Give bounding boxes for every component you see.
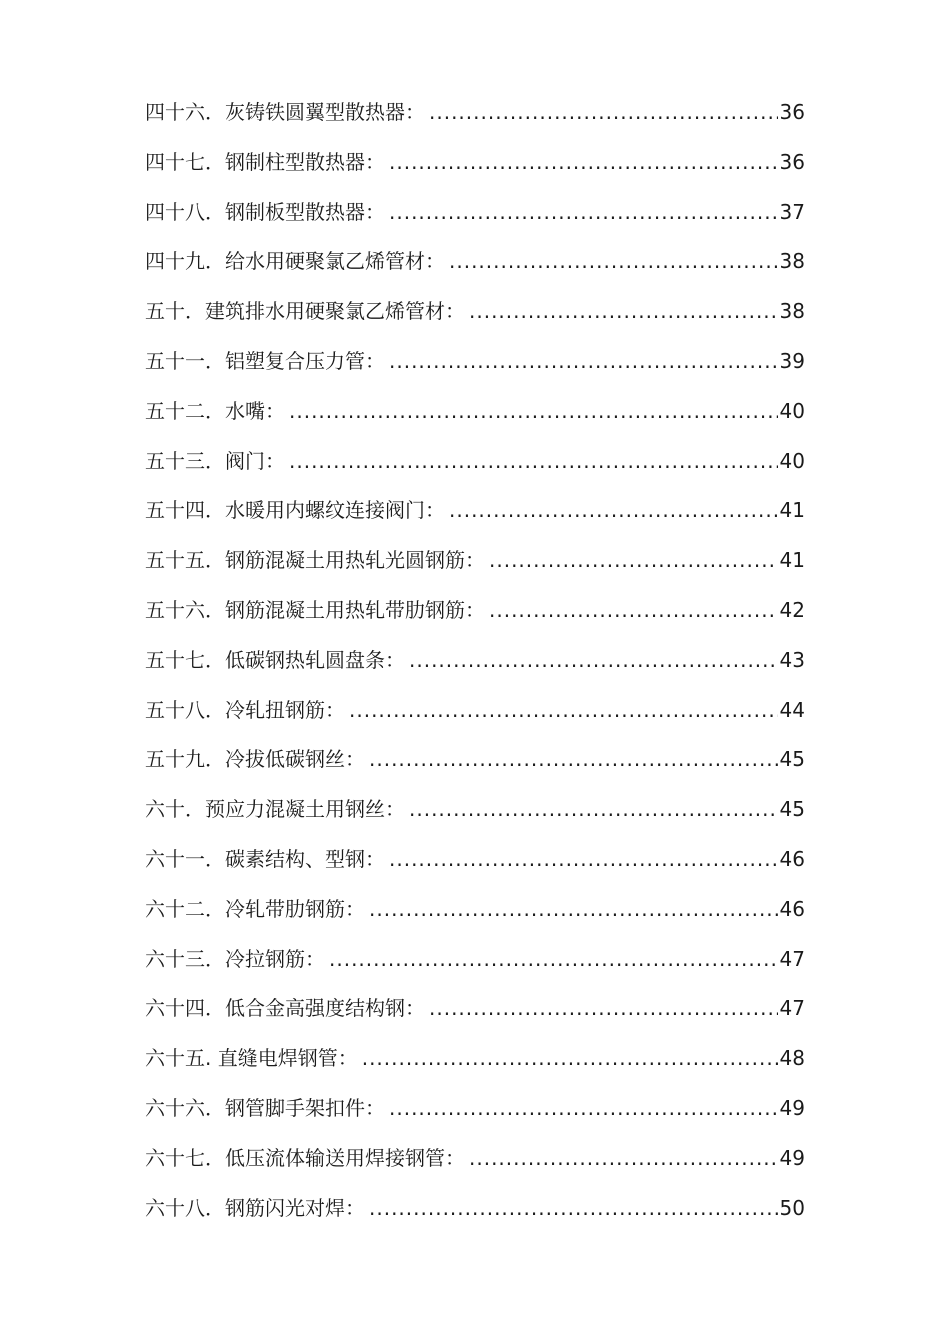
toc-page-number: 49: [779, 1095, 805, 1120]
toc-entry-label: 五十四．水暖用内螺纹连接阀门：: [145, 498, 445, 523]
toc-entry[interactable]: [145, 138, 805, 188]
toc-page-number: 36: [779, 149, 805, 174]
toc-entry-label: 四十九．给水用硬聚氯乙烯管材：: [145, 249, 445, 274]
toc-dot-leader: [469, 1134, 778, 1184]
toc-page-number: 37: [779, 199, 805, 224]
toc-entry-label: 五十六．钢筋混凝土用热轧带肋钢筋：: [145, 597, 485, 622]
toc-page-number: 38: [779, 299, 805, 324]
toc-entry-label: 六十八．钢筋闪光对焊：: [145, 1195, 365, 1220]
toc-entry[interactable]: [145, 586, 805, 636]
toc-dot-leader: [429, 984, 778, 1034]
toc-page-number: 42: [779, 597, 805, 622]
toc-entry[interactable]: [145, 387, 805, 437]
toc-entry-label: 四十七．钢制柱型散热器：: [145, 149, 385, 174]
toc-dot-leader: [389, 337, 778, 387]
toc-entry-label: 六十四．低合金高强度结构钢：: [145, 996, 425, 1021]
toc-page-number: 46: [779, 896, 805, 921]
toc-entry[interactable]: [145, 1034, 805, 1084]
toc-entry-label: 五十九．冷拔低碳钢丝：: [145, 747, 365, 772]
toc-entry[interactable]: [145, 1134, 805, 1184]
toc-dot-leader: [469, 287, 778, 337]
toc-dot-leader: [289, 387, 778, 437]
toc-page-number: 40: [779, 398, 805, 423]
toc-dot-leader: [369, 885, 778, 935]
toc-entry[interactable]: [145, 536, 805, 586]
toc-dot-leader: [389, 1084, 778, 1134]
toc-dot-leader: [389, 835, 778, 885]
toc-entry-label: 六十一．碳素结构、型钢：: [145, 846, 385, 871]
toc-entry[interactable]: [145, 287, 805, 337]
toc-entry-label: 六十三．冷拉钢筋：: [145, 946, 325, 971]
toc-entry[interactable]: [145, 88, 805, 138]
toc-dot-leader: [429, 88, 778, 138]
toc-dot-leader: [362, 1034, 778, 1084]
toc-dot-leader: [489, 586, 778, 636]
toc-page-number: 43: [779, 647, 805, 672]
toc-entry-label: 五十二．水嘴：: [145, 398, 285, 423]
toc-entry-label: 六十五. 直缝电焊钢管：: [145, 1046, 358, 1071]
toc-entry-label: 六十．预应力混凝土用钢丝：: [145, 797, 405, 822]
toc-dot-leader: [449, 486, 778, 536]
toc-entry-label: 五十八．冷轧扭钢筋：: [145, 697, 345, 722]
toc-page-number: 36: [779, 100, 805, 124]
toc-page-number: 39: [779, 348, 805, 373]
toc-dot-leader: [409, 785, 778, 835]
toc-dot-leader: [389, 138, 778, 188]
toc-page-number: 47: [779, 996, 805, 1021]
toc-entry-label: 六十六．钢管脚手架扣件：: [145, 1095, 385, 1120]
toc-entry-label: 五十一．铝塑复合压力管：: [145, 348, 385, 373]
toc-page-number: 45: [779, 747, 805, 772]
toc-entry-label: 五十．建筑排水用硬聚氯乙烯管材：: [145, 299, 465, 324]
toc-entry-label: 四十八．钢制板型散热器：: [145, 199, 385, 224]
toc-page-number: 50: [779, 1195, 805, 1220]
toc-entry-label: 四十六．灰铸铁圆翼型散热器：: [145, 100, 425, 124]
toc-entry[interactable]: [145, 835, 805, 885]
toc-page-number: 49: [779, 1145, 805, 1170]
toc-entry-label: 五十五．钢筋混凝土用热轧光圆钢筋：: [145, 548, 485, 573]
toc-entry[interactable]: [145, 785, 805, 835]
toc-entry[interactable]: [145, 1084, 805, 1134]
toc-page-number: 47: [779, 946, 805, 971]
toc-page-number: 41: [779, 548, 805, 573]
toc-entry-label: 六十二．冷轧带肋钢筋：: [145, 896, 365, 921]
toc-entry[interactable]: [145, 636, 805, 686]
toc-entry[interactable]: [145, 984, 805, 1034]
toc-page-number: 46: [779, 846, 805, 871]
toc-entry[interactable]: [145, 885, 805, 935]
toc-dot-leader: [349, 686, 778, 736]
toc-entry[interactable]: [145, 337, 805, 387]
toc-dot-leader: [369, 1184, 778, 1234]
toc-dot-leader: [449, 237, 778, 287]
toc-entry[interactable]: [145, 1184, 805, 1234]
toc-dot-leader: [289, 437, 778, 487]
toc-entry[interactable]: [145, 486, 805, 536]
toc-dot-leader: [329, 935, 778, 985]
toc-entry[interactable]: [145, 437, 805, 487]
toc-dot-leader: [389, 188, 778, 238]
toc-page-number: 38: [779, 249, 805, 274]
toc-page-number: 41: [779, 498, 805, 523]
toc-entry-label: 五十三．阀门：: [145, 448, 285, 473]
toc-entry-label: 六十七．低压流体输送用焊接钢管：: [145, 1145, 465, 1170]
toc-page-number: 48: [779, 1046, 805, 1071]
toc-entry[interactable]: [145, 935, 805, 985]
toc-page-number: 44: [779, 697, 805, 722]
table-of-contents: [145, 88, 805, 1233]
toc-entry[interactable]: [145, 735, 805, 785]
toc-entry[interactable]: [145, 686, 805, 736]
toc-page-number: 45: [779, 797, 805, 822]
toc-entry-label: 五十七．低碳钢热轧圆盘条：: [145, 647, 405, 672]
toc-entry[interactable]: [145, 188, 805, 238]
toc-entry[interactable]: [145, 237, 805, 287]
toc-dot-leader: [409, 636, 778, 686]
toc-dot-leader: [369, 735, 778, 785]
toc-dot-leader: [489, 536, 778, 586]
toc-page-number: 40: [779, 448, 805, 473]
